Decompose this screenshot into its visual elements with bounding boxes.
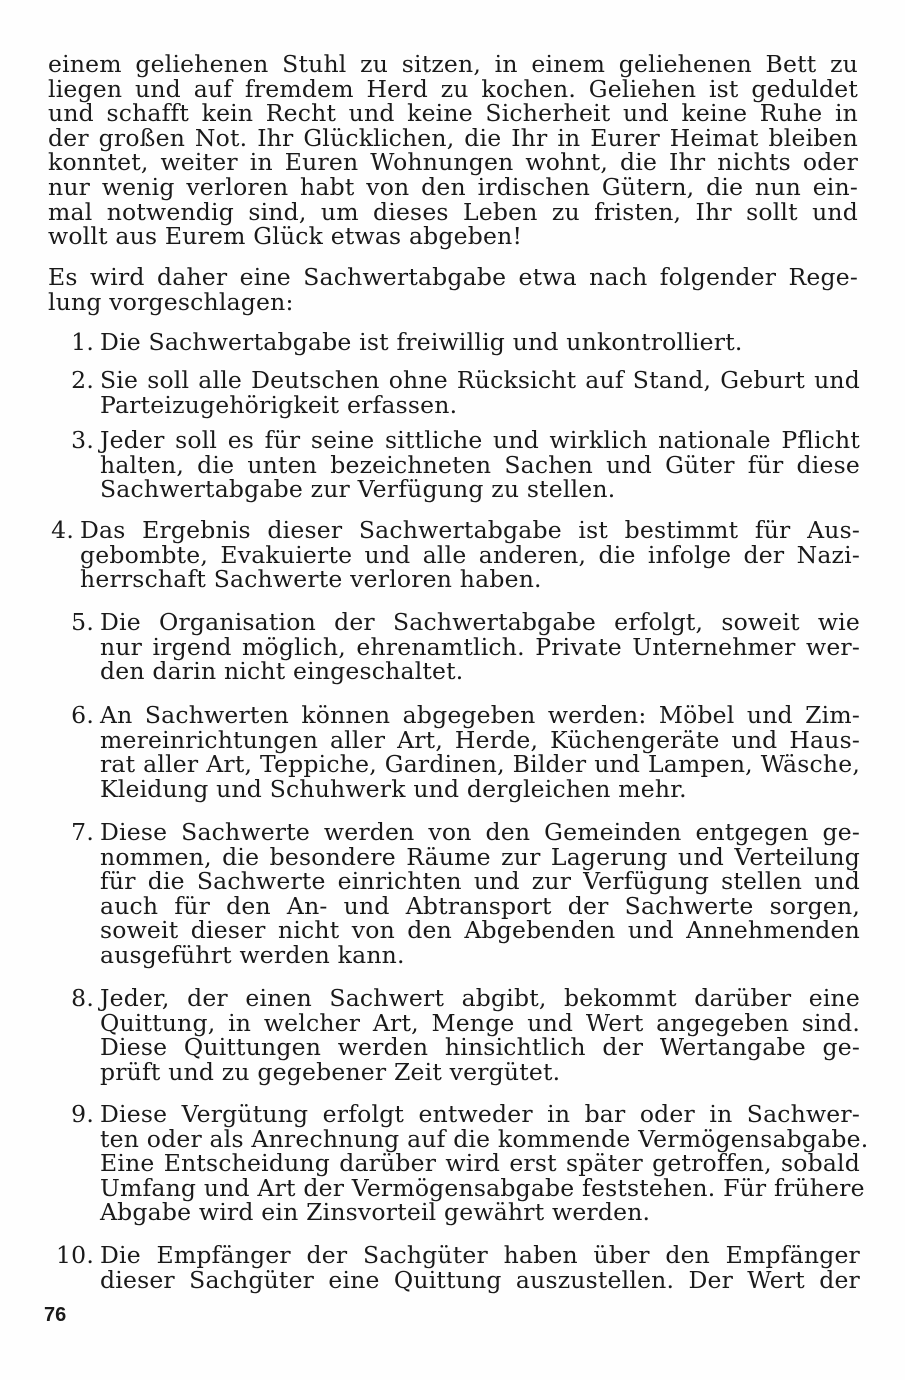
text-line: konntet, weiter in Euren Wohnungen wohnt, die Ihr nichts oder <box>48 148 858 177</box>
text-line: nur wenig verloren habt von den irdischen Gütern, die nun ein- <box>48 172 858 201</box>
text-line: soweit dieser nicht von den Abgebenden und Annehmenden <box>100 916 860 945</box>
text-line: ten oder als Anrechnung auf die kommende Vermögensabgabe. <box>100 1124 869 1153</box>
text-line: nommen, die besondere Räume zur Lagerung und Verteilung <box>100 842 860 871</box>
text-line: lung vorgeschlagen: <box>48 287 294 316</box>
text-line: Sachwertabgabe zur Verfügung zu stellen. <box>100 475 616 504</box>
text-line: Jeder soll es für seine sittliche und wirklich nationale Pflicht <box>100 426 860 454</box>
text-line: den darin nicht eingeschaltet. <box>100 657 464 686</box>
item-number: 1. <box>71 328 94 356</box>
text-line: Die Sachwertabgabe ist freiwillig und unkontrolliert. <box>100 328 743 356</box>
text-line: Parteizugehörigkeit erfassen. <box>100 390 458 419</box>
page-number: 76 <box>44 1304 67 1326</box>
text-line: für die Sachwerte einrichten und zur Verfügung stellen und <box>100 867 860 896</box>
text-line: Eine Entscheidung darüber wird erst später getroffen, sobald <box>100 1149 860 1178</box>
text-line: Umfang und Art der Vermögensabgabe feststehen. Für frühere <box>100 1173 865 1202</box>
text-line: Diese Quittungen werden hinsichtlich der Wertangabe ge- <box>100 1033 860 1062</box>
text-line: Diese Vergütung erfolgt entweder in bar oder in Sachwer- <box>100 1100 860 1128</box>
text-line: rat aller Art, Teppiche, Gardinen, Bilder und Lampen, Wäsche, <box>100 750 860 779</box>
intro-paragraph <box>48 52 858 249</box>
text-line: der großen Not. Ihr Glücklichen, die Ihr in Eurer Heimat bleiben <box>48 123 858 152</box>
text-line: Sie soll alle Deutschen ohne Rücksicht auf Stand, Geburt und <box>100 366 860 394</box>
text-line: nur irgend möglich, ehrenamtlich. Private Unternehmer wer- <box>100 632 860 661</box>
text-line: gebombte, Evakuierte und alle anderen, die infolge der Nazi- <box>80 540 860 569</box>
text-line: und schafft kein Recht und keine Sicherheit und keine Ruhe in <box>48 99 858 128</box>
text-line: Quittung, in welcher Art, Menge und Wert angegeben sind. <box>100 1008 860 1037</box>
item-number: 3. <box>71 426 94 454</box>
item-number: 6. <box>71 701 94 729</box>
item-number: 2. <box>71 366 94 394</box>
text-line: auch für den An- und Abtransport der Sachwerte sorgen, <box>100 891 860 920</box>
item-number: 4. <box>51 516 74 544</box>
text-line: Diese Sachwerte werden von den Gemeinden entgegen ge- <box>100 818 860 846</box>
item-number: 8. <box>71 984 94 1012</box>
item-number: 10. <box>56 1241 94 1269</box>
item-number: 9. <box>71 1100 94 1128</box>
text-line: herrschaft Sachwerte verloren haben. <box>80 565 542 594</box>
text-line: mal notwendig sind, um dieses Leben zu fristen, Ihr sollt und <box>48 197 858 226</box>
text-line: wollt aus Eurem Glück etwas abgeben! <box>48 222 523 251</box>
text-line: mereinrichtungen aller Art, Herde, Küchengeräte und Haus- <box>100 725 860 754</box>
text-line: Kleidung und Schuhwerk und dergleichen mehr. <box>100 774 687 803</box>
text-line: dieser Sachgüter eine Quittung auszustellen. Der Wert der <box>100 1265 860 1294</box>
text-line: Jeder, der einen Sachwert abgibt, bekommt darüber eine <box>100 984 860 1012</box>
text-line: Abgabe wird ein Zinsvorteil gewährt werden. <box>100 1198 651 1227</box>
text-line: liegen und auf fremdem Herd zu kochen. Geliehen ist geduldet <box>48 74 858 103</box>
item-number: 7. <box>71 818 94 846</box>
item-number: 5. <box>71 608 94 636</box>
text-line: prüft und zu gegebener Zeit vergütet. <box>100 1057 561 1086</box>
lead-paragraph <box>48 265 858 314</box>
text-line: halten, die unten bezeichneten Sachen und Güter für diese <box>100 450 860 479</box>
text-line: Die Organisation der Sachwertabgabe erfolgt, soweit wie <box>100 608 860 636</box>
text-line: Es wird daher eine Sachwertabgabe etwa nach folgender Rege- <box>48 263 858 291</box>
text-line: Das Ergebnis dieser Sachwertabgabe ist bestimmt für Aus- <box>80 516 860 544</box>
text-line: An Sachwerten können abgegeben werden: Möbel und Zim- <box>100 701 860 729</box>
text-line: ausgeführt werden kann. <box>100 940 405 969</box>
text-line: einem geliehenen Stuhl zu sitzen, in einem geliehenen Bett zu <box>48 50 858 78</box>
text-line: Die Empfänger der Sachgüter haben über den Empfänger <box>100 1241 860 1269</box>
